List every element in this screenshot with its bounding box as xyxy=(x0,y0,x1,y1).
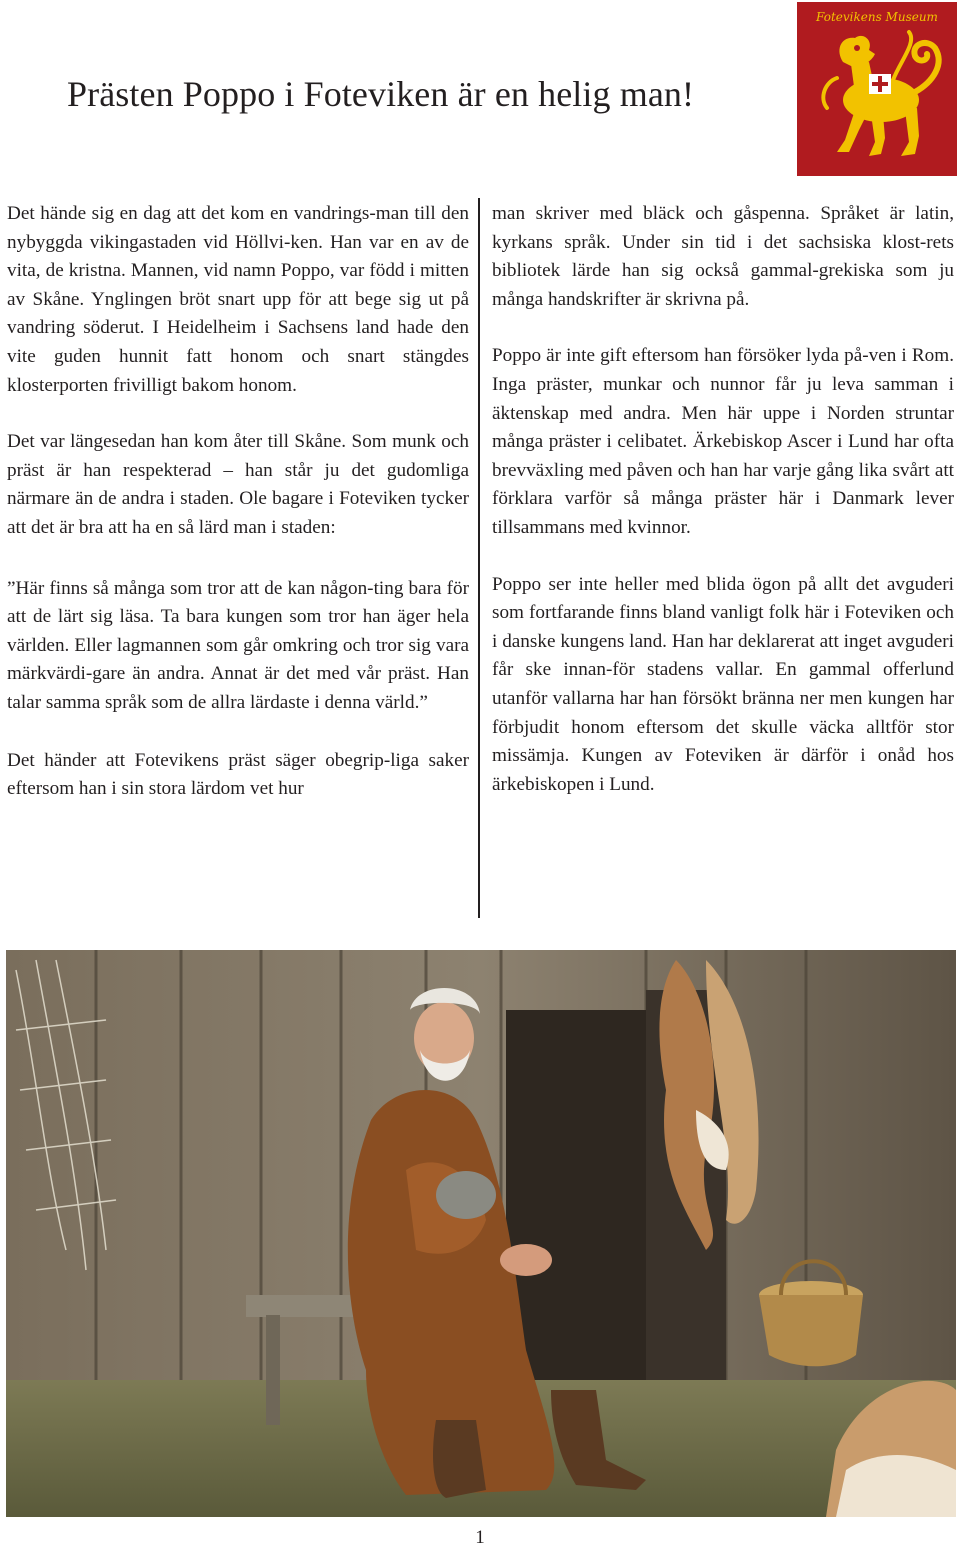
celibacy-paragraph: Poppo är inte gift eftersom han försöker lyda på-ven i Rom. Inga präster, munkar och nunnor får ju leva samman i äktenskap med andra. Men här uppe i Norden struntar många präster i celibatet. Ärkebiskop Ascer i Lund har ofta brevväxling med påven och han har varje gång lika svårt att förklara varför så många präster här i Danmark lever tillsammans med kvinnor. xyxy=(492,345,954,538)
return-paragraph: Det var längesedan han kom åter till Skåne. Som munk och präst är han respekterad – han står ju det gudomliga närmare än de andra i staden. Ole bagare i Foteviken tycker att det är bra att ha en så lärd man i staden: xyxy=(7,431,469,538)
article-title: Prästen Poppo i Foteviken är en helig man! xyxy=(67,74,695,114)
svg-text:Fotevikens Museum: Fotevikens Museum xyxy=(816,10,938,24)
writing-paragraph: man skriver med bläck och gåspenna. Språket är latin, kyrkans språk. Under sin tid i det sachsiska klost-rets bibliotek lärde han sig också gammal-grekiska som ju många handskrifter är skrivna på. xyxy=(492,203,954,310)
idolatry-paragraph: Poppo ser inte heller med blida ögon på allt det avguderi som fortfarande finns bland vanligt folk här i Foteviken och i danske kungens land. Han har deklarerat att inget avguderi får ske innan-för stadens vallar. En gammal offerlund utanför vallarna har han försökt bränna ner men kungen har förbjudit honom eftersom det skulle väcka alltför stor missämja. Kungen av Foteviken är därför i onåd hos ärkebiskopen i Lund. xyxy=(492,573,954,795)
museum-logo xyxy=(797,2,957,176)
priest-photo xyxy=(6,950,956,1517)
dragon-emblem-icon xyxy=(797,2,957,176)
intro-paragraph: Det hände sig en dag att det kom en vandrings-man till den nybyggda vikingastaden vid Höllvi-ken. Han var en av de vita, de kristna. Mannen, vid namn Poppo, var född i mitten av Skåne. Ynglingen bröt snart upp för att bege sig ut på vandring söderut. I Heidelheim i Sachsens land hade den vite guden hunnit fatt honom och snart stängdes klosterporten frivilligt bakom honom. xyxy=(7,203,469,396)
left-column xyxy=(7,200,469,804)
page-number: 1 xyxy=(475,1527,485,1548)
learning-paragraph: Det händer att Fotevikens präst säger obegrip-liga saker eftersom han i sin stora lärdom vet hur xyxy=(7,749,469,800)
right-column xyxy=(492,200,954,799)
quote-paragraph: ”Här finns så många som tror att de kan någon-ting bara för att de lärt sig läsa. Ta bara kungen som tror han äger hela världen. Eller lagmannen som går omkring och tror sig vara märkvärdi-gare än andra. Annat är det med vår präst. Han talar samma språk som de allra lärdaste i denna värld.” xyxy=(7,577,469,713)
column-divider xyxy=(478,198,480,918)
logo-text xyxy=(797,176,798,177)
